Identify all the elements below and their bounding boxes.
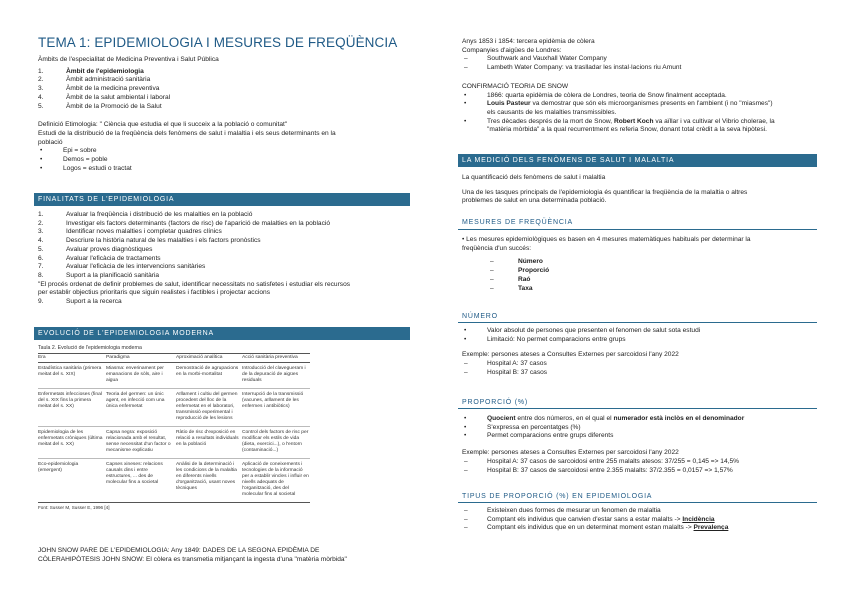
list-item: 5. Avaluar proves diagnòstiques: [38, 245, 153, 253]
snow-intro: [38, 547, 410, 564]
list-item: 7. Avaluar l'eficàcia de les intervencions sanitàries: [38, 263, 206, 271]
table-row: Estadística sanitària (primera meitat del s. XIX) Miasma: enverinament per emanacions de sòls, aire i aigua Demostració de agrupacions en la morbi-mortalitat Introducció del clavegueram i de la depuració de aigües residuals: [38, 363, 310, 389]
list-item: • Limitació: No permet comparacions entre grups: [464, 335, 626, 343]
list-item: • S'expressa en percentatges (%): [464, 423, 581, 431]
numero-divider: [458, 322, 817, 323]
list-item: – Hospital A: 37 casos: [464, 360, 547, 368]
list-item: 4. Àmbit de la salut ambiental i laboral: [38, 93, 171, 101]
tipus-section: [462, 507, 818, 533]
tipus-divider: [458, 502, 817, 503]
list-item: • Demos = poble: [40, 156, 108, 164]
table-source: Font: Susser M, Susser E, 1996 [4]: [38, 505, 110, 511]
finalitats-banner: FINALITATS DE L'EPIDEMIOLOGIA: [34, 193, 410, 206]
list-item: • 1866: quarta epidèmia de còlera de Londres, teoria de Snow finalment acceptada.: [464, 91, 727, 99]
quantification-title: La quantificació dels fenòmens de salut i malaltia: [462, 174, 606, 181]
list-item: 3. Àmbit de la medicina preventiva: [38, 85, 160, 93]
etymology-list: [38, 147, 408, 173]
study-definition: Estudi de la distribució de la freqüència dels fenòmens de salut i malaltia i els seus determinants en la: [38, 129, 336, 137]
numero-heading: NÚMERO: [462, 313, 498, 320]
evolucio-banner: EVOLUCIÓ DE L'EPIDEMIOLOGIA MODERNA: [34, 327, 410, 340]
list-item: 2. Àmbit administració sanitària: [38, 76, 151, 84]
list-item: 3. Identificar noves malalties i completar quadres clínics: [38, 228, 222, 236]
table-header: Era Paradigma Aproximació analítica Acció sanitària preventiva: [38, 353, 310, 363]
list-item: – Raó: [490, 275, 531, 283]
quantification-text: Una de les tasques principals de l'epidemiologia és quantificar la freqüència de la malaltia o altres: [462, 188, 748, 196]
cholera-years: Anys 1853 i 1854: tercera epidèmia de còlera: [462, 38, 595, 45]
list-item-cont: "matèria mòrbida" a la qual recurrentment es referia Snow, donant total crèdit a la seva hipòtesi.: [487, 126, 767, 134]
mesures-intro: • Les mesures epidemiològiques es basen en 4 mesures matemàtiques habituals per determinar la: [462, 236, 751, 243]
snow-history: [462, 38, 818, 135]
study-definition-cont: població: [38, 138, 63, 146]
intro-section: [38, 56, 408, 173]
list-item: – Comptant els individus que canvien d'estar sans a estar malalts -> Incidència: [464, 515, 715, 523]
list-item: – Hospital B: 37 casos: [464, 368, 548, 376]
proporcio-section: [462, 415, 818, 475]
list-item: • Valor absolut de persones que presenten el fenomen de salut sota estudi: [464, 327, 701, 334]
planning-quote-cont: per establir objectius prioritaris que siguin realistes i factibles i projectar accions: [38, 289, 270, 297]
specialty-areas-heading: Àmbits de l'especialitat de Medicina Preventiva i Salut Pública: [38, 56, 219, 63]
quantification-text-cont: problemes de salut en una determinada població.: [462, 197, 607, 205]
mesures-intro-cont: freqüència d'un succés:: [462, 244, 532, 252]
medicio-section: [462, 174, 818, 206]
snow-line-1: JOHN SNOW PARE DE L'EPIDEMIOLOGIA: Any 1849: DADES DE LA SEGONA EPIDÈMIA DE: [38, 547, 320, 554]
list-item: – Proporció: [490, 267, 550, 275]
table-row: Enfermetats infeccioses (final del s. XIX fins la primera meitat del s. XX) Teoria del germen: un únic agent, en infecció com una única enfermetat Aïllament i cultiu del germen procedent del lloc de la enfermetat en el laboratori, transmissió experimental i reproducció de les lesions Interrupció de la transmissió (vacunes, aïllament de les enfermes i antibiòtics): [38, 389, 310, 427]
tipus-heading: TIPUS DE PROPORCIÓ (%) EN EPIDEMIOLOGIA: [462, 493, 653, 500]
list-item: – Hospital B: 37 casos de sarcoidosi entre 2.355 malalts: 37/2.355 = 0,0157 => 1,57%: [464, 466, 733, 474]
list-item: – Taxa: [490, 284, 533, 292]
list-item-cont: els causants de les malalties transmissibles.: [487, 108, 617, 116]
list-item: 2. Investigar els factors determinants (factors de risc) de l'aparició de malalties en la població: [38, 219, 331, 227]
areas-list: [38, 68, 408, 112]
water-companies-heading: Companyies d'aigües de Londres:: [462, 46, 562, 54]
list-item: 5. Àmbit de la Promoció de la Salut: [38, 102, 162, 110]
mesures-section: [462, 236, 818, 293]
list-item: – Número: [490, 258, 543, 266]
confirmation-heading: CONFIRMACIÓ TEORIA DE SNOW: [462, 82, 569, 90]
snow-line-2: CÒLERAHIPÒTESIS JOHN SNOW: El còlera es transmetia mitjançant la ingesta d'una "matèria mòrbida": [38, 555, 347, 563]
list-item: – Southwark and Vauxhall Water Company: [464, 55, 607, 63]
numero-section: [462, 327, 818, 378]
medicio-banner: LA MEDICIÓ DELS FENÒMENS DE SALUT I MALALTIA: [458, 154, 817, 167]
proporcio-divider: [458, 408, 817, 409]
list-item: • Tres dècades després de la mort de Snow, Robert Koch va aïllar i va cultivar el Vibrio cholerae, la: [464, 117, 775, 125]
list-item: 1. Àmbit de l'epidemiologia: [38, 67, 144, 75]
list-item: 6. Avaluar l'eficàcia de tractaments: [38, 254, 161, 262]
table-row: Eco-epidemiologia (emergent) Capses xineses: relacions causals dins i entre estructures, ... des de molecular fins a societal Anàlisi de la determinació i les condicions de la malaltia en diferents nivells d'organització, usant noves tècniques Aplicació de coneixements i tecnologies de la informació per a establir vincles i influir en nivells adequats de l'organització, des del molecular fins al societal: [38, 459, 310, 503]
proporcio-heading: PROPORCIÓ (%): [462, 399, 529, 406]
etymology-definition: Definició Etimologia: " Ciència que estudia el que li succeix a la població o comunitat": [38, 121, 288, 129]
mesures-heading: MESURES DE FREQÜÈNCIA: [462, 219, 573, 226]
list-item: • Logos = estudi o tractat: [40, 164, 132, 172]
table-caption: Taula 2. Evolució de l'epidemiologia moderna: [38, 345, 142, 351]
list-item: 8. Suport a la planificació sanitària: [38, 271, 160, 279]
mesures-divider: [458, 229, 817, 230]
list-item: – Comptant els individus que en un determinat moment estan malalts -> Prevalença: [464, 524, 729, 532]
page-title: TEMA 1: EPIDEMIOLOGIA I MESURES DE FREQÜÈNCIA: [38, 35, 398, 50]
planning-quote: "El procés ordenat de definir problemes de salut, identificar necessitats no satisfetes i estudiar els recursos: [38, 280, 351, 288]
list-item: • Epi = sobre: [40, 147, 97, 155]
table-row: Epidemiologia de les enfermetats cròniques (última meitat del s. XX) Capsa negra: exposició relacionada amb el resultat, sense necessitat d'un factor o mecanisme explicatiu Ràtio de risc d'exposició en relació a resultats individuals en la població Control dels factors de risc per modificar els estils de vida (dieta, exercici...), o l'entorn (contaminació...): [38, 427, 310, 459]
list-item: • Louis Pasteur va demostrar que són els microorganismes presents en l'ambient (i no "miasmes"): [464, 100, 773, 108]
list-item: 4. Descriure la història natural de les malalties i els factors pronòstics: [38, 237, 261, 245]
list-item: • Permet comparacions entre grups diferents: [464, 432, 614, 440]
finalitats-section: [38, 211, 410, 307]
list-item: 9. Suport a la recerca: [38, 298, 122, 306]
proporcio-example: Exemple: persones ateses a Consultes Externes per sarcoidosi l'any 2022: [462, 449, 679, 457]
evolution-table: [38, 345, 310, 511]
list-item: – Hospital A: 37 casos de sarcoidosi entre 255 malalts atesos: 37/255 = 0,145 => 14,5%: [464, 457, 740, 465]
numero-example: Exemple: persones ateses a Consultes Externes per sarcoidosi l'any 2022: [462, 351, 679, 359]
list-item: – Lambeth Water Company: va traslladar les instal·lacions riu Amunt: [464, 64, 682, 72]
list-item: 1. Avaluar la freqüència i distribució de les malalties en la població: [38, 211, 253, 218]
list-item: • Quocient entre dos números, en el qual el numerador està inclòs en el denominador: [464, 415, 745, 422]
list-item: – Existeixen dues formes de mesurar un fenomen de malaltia: [464, 507, 661, 514]
